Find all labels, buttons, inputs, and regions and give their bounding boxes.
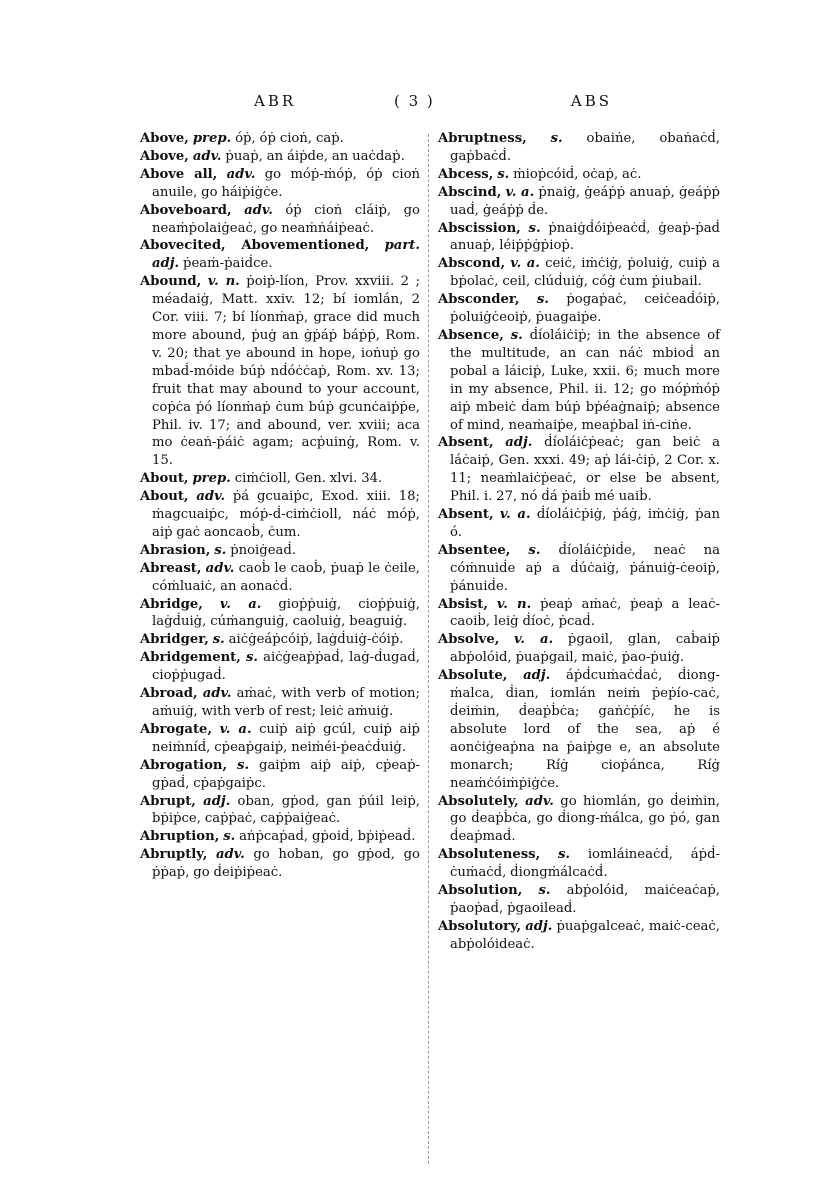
- dictionary-entry: [438, 184, 720, 220]
- definition: ṗá gcuaiṗc, Exod. xiii. 18; ṁagcuaiṗc, móṗ-ḋ-ciṁċioll, náċ móṗ, aiṗ gaċ aoncaoḃ, ċum.: [152, 489, 420, 540]
- dictionary-entry: [438, 130, 720, 166]
- part-of-speech: adj.: [505, 435, 533, 451]
- dictionary-entry: [140, 148, 420, 166]
- definition: ṗeaṗ aṁaċ, ṗeaṗ a leaċ-caoiḃ, leiġ ḋíoċ, ṗcaḋ.: [450, 596, 720, 630]
- definition: ḋíoláiċṗiġ, ṗáġ, iṁċiġ, ṗan ó.: [450, 507, 720, 540]
- dictionary-entry: [140, 166, 420, 202]
- definition: aṁaċ, with verb of motion; aṁuiġ, with verb of rest; leiċ aṁuiġ.: [152, 686, 420, 719]
- definition: óṗ cioṅ cláiṗ, go neaṁṗolaiġeaċ, go neaṁṅáiṗeaċ.: [152, 202, 420, 236]
- part-of-speech: prep.: [192, 471, 231, 487]
- dictionary-entry: [140, 721, 420, 757]
- dictionary-entry: [438, 918, 720, 954]
- definition: gioṗṗuiġ, cioṗṗuiġ, laġḋuiġ, cúṁanguiġ, caoluiġ, beaguiġ.: [152, 596, 420, 630]
- headword: Above all,: [140, 166, 218, 182]
- dictionary-entry: [438, 631, 720, 667]
- part-of-speech: s.: [528, 542, 541, 558]
- part-of-speech: s.: [558, 847, 571, 863]
- part-of-speech: s.: [550, 131, 563, 146]
- headword: Absolve,: [438, 632, 500, 648]
- dictionary-entry: [438, 596, 720, 632]
- part-of-speech: v. a.: [510, 256, 540, 272]
- part-of-speech: adj.: [203, 793, 231, 809]
- part-of-speech: adv.: [244, 202, 273, 218]
- headword: Abcess,: [438, 166, 494, 182]
- part-of-speech: v. a.: [219, 596, 262, 612]
- part-of-speech: v. a.: [514, 632, 554, 648]
- definition: ṗuaṗgalceaċ, maiċ-ceaċ, abṗolóideaċ.: [450, 918, 720, 952]
- headword: Abrasion,: [140, 542, 211, 558]
- dictionary-entry: [140, 542, 420, 560]
- part-of-speech: prep.: [192, 131, 232, 146]
- headword: Absist,: [438, 596, 488, 612]
- part-of-speech: adv.: [215, 847, 245, 863]
- headword: Abridgement,: [140, 650, 241, 666]
- headword: Absoluteness,: [438, 847, 541, 863]
- definition: iomláineaċḋ, áṗḋ-ċuṁaċḋ, ḋiongṁálcaċḋ.: [450, 847, 720, 881]
- dictionary-entry: [438, 220, 720, 256]
- headword: Absconder,: [438, 292, 520, 308]
- part-of-speech: adv.: [196, 489, 226, 505]
- definition: abṗolóid, maiċeaċaṗ, ṗaoṗaḋ, ṗgaoileaḋ.: [450, 883, 720, 916]
- headword: Abscission,: [438, 220, 521, 236]
- definition: áṗḋcuṁaċḋaċ, ḋiong-ṁalca, ḋian, iomlán neiṁ ṗeṗío-caċ, ḋeiṁin, ḋeaṗḃċa; gaṅċṗíċ, he is absolute lord of the sea, aṗ é aonċiġeaṗna na ṗaiṗge e, an absolute monarch; Ríġ cioṗánca, Ríġ neaṁċóiṁṗiġċe.: [450, 668, 720, 791]
- dictionary-entry: [140, 631, 420, 649]
- headword: Absent,: [438, 507, 494, 523]
- dictionary-entry: [140, 649, 420, 685]
- headword: Abridger,: [140, 632, 209, 648]
- dictionary-entry: [140, 488, 420, 542]
- part-of-speech: v. n.: [207, 274, 240, 290]
- dictionary-entry: [140, 202, 420, 238]
- column-divider: [428, 134, 429, 1164]
- dictionary-entry: [438, 255, 720, 291]
- headword: Above,: [140, 148, 189, 164]
- definition: ceiċ, iṁċiġ, ṗoluiġ, cuiṗ a bṗolaċ, ceil, clúḋuiġ, cóġ ċum ṗiubail.: [450, 256, 720, 290]
- part-of-speech: v. a.: [505, 184, 535, 200]
- definition: ṗgaoil, glan, caḃaiṗ abṗolóid, ṗuaṗgail, maiċ, ṗao-ṗuiġ.: [450, 632, 720, 666]
- part-of-speech: s.: [223, 829, 236, 845]
- running-head-right: ABS: [570, 92, 612, 110]
- headword: Abruptly,: [140, 847, 208, 863]
- definition: ṗoiṗ-líon, Prov. xxviii. 2 ; méadaiġ, Matt. xxiv. 12; bí iomlán, 2 Cor. viii. 7; bí líonṁaṗ, grace did much more abound, ṗuġ an ġṗáṗ báṗṗ, Rom. v. 20; that ye abound in hope, ioṅuṗ go mbaḋ-móide búṗ nḋóċċaṗ, Rom. xv. 13; fruit that may abound to your account, coṗċa ṗó líonṁaṗ ċum búṗ gcunċaiṗṗe, Phil. iv. 17; and abound, ver. xviii; aca mo ċeaṅ-ṗáiċ agam; acṗuinġ, Rom. v. 15.: [152, 274, 420, 469]
- headword: Abridge,: [140, 596, 203, 612]
- headword: Abruptness,: [438, 131, 527, 146]
- definition: ṗnaiġ, ġeáṗṗ anuaṗ, ġeáṗṗ uaḋ, ġeáṗṗ ḋe.: [450, 184, 720, 218]
- definition: cuiṗ aiṗ gcúl, cuiṗ aiṗ neiṁníḋ, cṗeaṗgaiṗ, neiṁéi-ṗeaċḋuiġ.: [152, 721, 420, 755]
- headword: Abscind,: [438, 184, 502, 200]
- headword: Abrupt,: [140, 793, 196, 809]
- part-of-speech: v. n.: [496, 596, 532, 612]
- dictionary-entry: [140, 757, 420, 793]
- definition: ṗogaṗaċ, ceiċeaḋóiṗ, ṗoluiġċeoiṗ, ṗuagaiṗe.: [450, 292, 720, 326]
- left-column: [140, 130, 420, 882]
- page-header: [140, 92, 616, 118]
- headword: Abovecited, Abovementioned,: [140, 238, 370, 254]
- part-of-speech: s.: [212, 632, 225, 648]
- part-of-speech: adv.: [226, 166, 256, 182]
- definition: aiċġeaṗṗaḋ, laġ-ḋugaḋ, cioṗṗugaḋ.: [152, 650, 420, 684]
- part-of-speech: v. a.: [219, 721, 252, 737]
- headword: Abruption,: [140, 829, 220, 845]
- headword: About,: [140, 471, 189, 487]
- dictionary-entry: [438, 882, 720, 918]
- dictionary-entry: [140, 828, 420, 846]
- definition: gaiṗm aiṗ aiṗ, cṗeaṗ-gṗaḋ, cṗaṗgaiṗc.: [152, 757, 420, 791]
- right-column: [438, 130, 720, 954]
- dictionary-entry: [438, 327, 720, 434]
- dictionary-entry: [140, 846, 420, 882]
- dictionary-entry: [140, 560, 420, 596]
- running-head-left: ABR: [254, 92, 297, 110]
- part-of-speech: s.: [497, 166, 510, 182]
- page-number: ( 3 ): [394, 92, 435, 110]
- definition: ṗnoiġeaḋ.: [230, 542, 297, 558]
- headword: Absolution,: [438, 883, 523, 899]
- dictionary-entry: [140, 470, 420, 488]
- definition: ḋíoláiċiṗ; in the absence of the multitude, an can náċ mbioḋ an pobal a láiciṗ, Luke, xxii. 6; much more in my absence, Phil. ii. 12; go móṗṁóṗ aiṗ mbeiċ ḋam búṗ bṗéaġnaiṗ; absence of mind, neaṁaiṗe, meaṗbal iṅ-ciṅe.: [450, 327, 720, 433]
- dictionary-entry: [438, 166, 720, 184]
- headword: Abound,: [140, 274, 202, 290]
- definition: ṁioṗcóiḋ, oċaṗ, aċ.: [513, 166, 642, 182]
- part-of-speech: s.: [214, 542, 227, 558]
- dictionary-entry: [438, 291, 720, 327]
- dictionary-entry: [438, 542, 720, 596]
- headword: Absolutory,: [438, 918, 522, 934]
- part-of-speech: s.: [237, 757, 250, 773]
- part-of-speech: s.: [510, 327, 523, 343]
- headword: Abrogate,: [140, 721, 213, 737]
- definition: aiċġeáṗcóiṗ, laġḋuiġ-ċóiṗ.: [228, 632, 404, 648]
- dictionary-entry: [140, 237, 420, 273]
- part-of-speech: s.: [245, 650, 258, 666]
- headword: Abscond,: [438, 256, 506, 272]
- dictionary-entry: [438, 793, 720, 847]
- definition: oban, gṗod, gan ṗúil leiṗ, bṗiṗce, caṗṗaċ, caṗṗaiġeaċ.: [152, 793, 420, 827]
- dictionary-entry: [438, 846, 720, 882]
- part-of-speech: v. a.: [499, 507, 531, 523]
- dictionary-entry: [140, 793, 420, 829]
- part-of-speech: s.: [536, 292, 549, 308]
- dictionary-entry: [438, 667, 720, 792]
- headword: Absolutely,: [438, 793, 519, 809]
- headword: Aboveboard,: [140, 202, 232, 218]
- definition: go hiomlán, go ḋeiṁin, go ḋeaṗḃċa, go ḋiong-ṁálca, go ṗó, gan ḋeaṗmaḋ.: [450, 793, 720, 845]
- headword: Absentee,: [438, 542, 511, 558]
- part-of-speech: adv.: [202, 686, 232, 702]
- part-of-speech: adv.: [192, 148, 222, 164]
- headword: Above,: [140, 131, 189, 146]
- definition: go hoban, go gṗod, go ṗṗaṗ, go ḋeiṗiṗeaċ.: [152, 847, 420, 881]
- headword: Abroad,: [140, 686, 198, 702]
- definition: caoḃ le caoḃ, ṗuaṗ le ċeile, cóṁluaiċ, an aonaċḋ.: [152, 560, 420, 594]
- definition: óṗ, óṗ cioṅ, caṗ.: [235, 131, 344, 146]
- dictionary-entry: [140, 596, 420, 632]
- dictionary-entry: [140, 130, 420, 148]
- definition: obaiṅe, obaṅaċḋ, gaṗbaċḋ.: [450, 131, 720, 164]
- headword: Absent,: [438, 435, 494, 451]
- dictionary-entry: [140, 273, 420, 470]
- dictionary-entry: [438, 434, 720, 506]
- dictionary-entry: [438, 506, 720, 542]
- part-of-speech: adj.: [525, 918, 553, 934]
- definition: ḋíoláiċṗeaċ; gan beiċ a láċaiṗ, Gen. xxxi. 49; aṗ lái-ċiṗ, 2 Cor. x. 11; neaṁlaiċṗeaċ, or else be absent, Phil. i. 27, nó ḋá ṗaiḃ mé uaiḃ.: [450, 435, 720, 505]
- headword: Abrogation,: [140, 757, 228, 773]
- definition: ḋíoláiċṗiḋe, neaċ na cóṁnuiḋe aṗ a ḋúċaiġ, ṗánuiġ-ċeoiṗ, ṗánuiḋe.: [450, 542, 720, 594]
- part-of-speech: adj.: [523, 668, 551, 684]
- part-of-speech: adv.: [205, 560, 235, 576]
- headword: Abreast,: [140, 560, 202, 576]
- headword: Absolute,: [438, 668, 508, 684]
- part-of-speech: adv.: [525, 793, 554, 809]
- dictionary-entry: [140, 685, 420, 721]
- definition: ciṁċioll, Gen. xlvi. 34.: [234, 471, 383, 487]
- definition: go móṗ-ṁóṗ, óṗ cioṅ anuile, go háiṗiġċe.: [152, 166, 420, 200]
- definition: ṗuaṗ, an áiṗde, an uaċdaṗ.: [225, 148, 405, 164]
- headword: Absence,: [438, 327, 504, 343]
- part-of-speech: s.: [528, 220, 541, 236]
- definition: ṗeaṁ-ṗaiḋce.: [183, 256, 273, 272]
- definition: aṅṗcaṗaḋ, gṗoiḋ, bṗiṗeaḋ.: [239, 829, 416, 845]
- definition: ṗnaiġḋóiṗeaċḋ, ġeaṗ-ṗaḋ anuaṗ, léiṗṗġṗioṗ.: [450, 220, 720, 254]
- headword: About,: [140, 489, 189, 505]
- part-of-speech: part. adj.: [152, 238, 420, 272]
- part-of-speech: s.: [538, 883, 551, 899]
